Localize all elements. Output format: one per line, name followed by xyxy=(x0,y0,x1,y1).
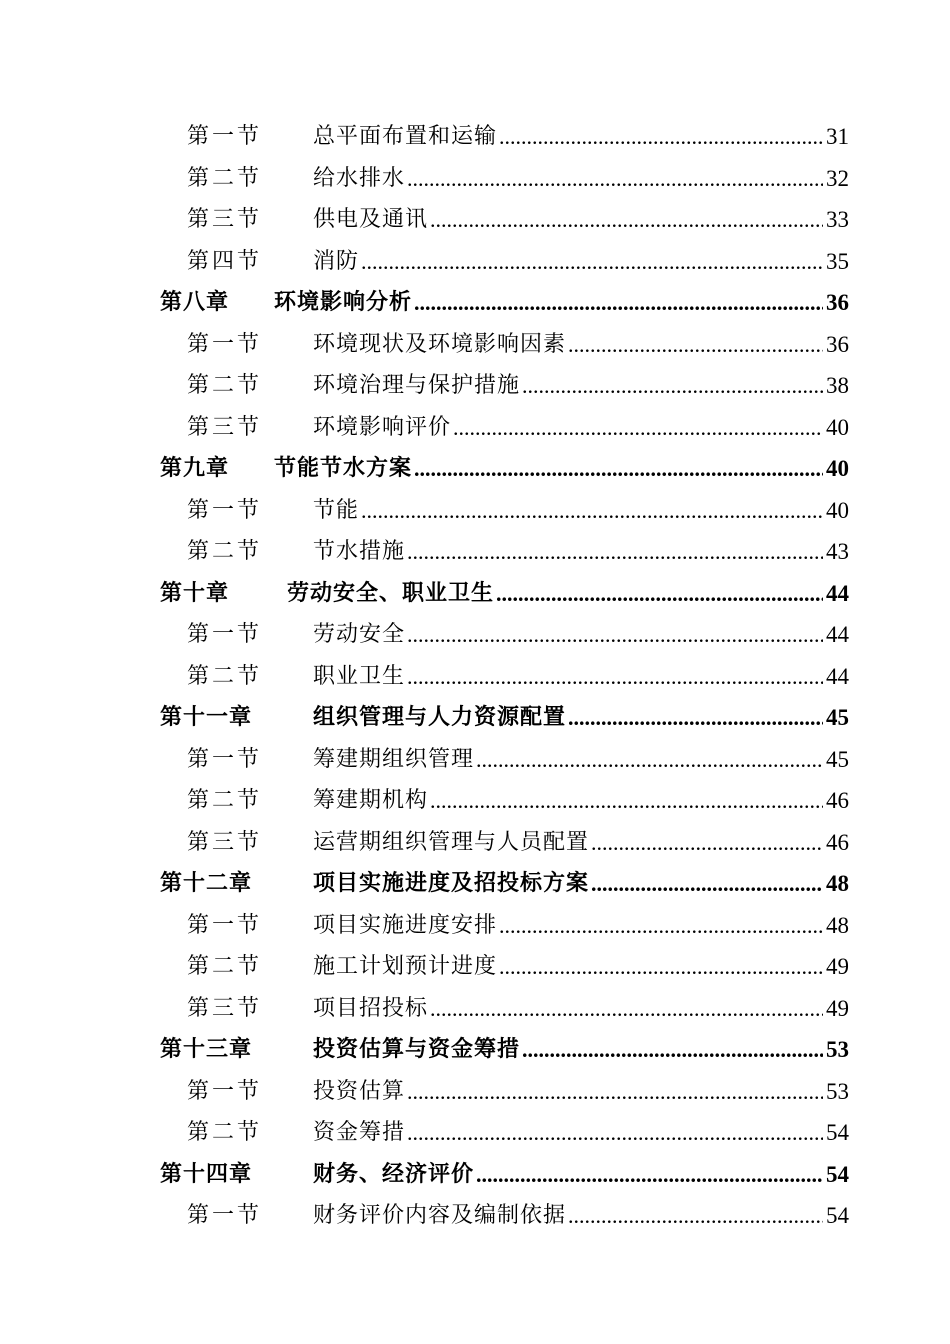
toc-section-entry[interactable] xyxy=(0,988,950,1030)
toc-entry-number: 第十一章 xyxy=(160,704,253,730)
dot-leader xyxy=(568,697,823,739)
toc-section-entry[interactable] xyxy=(0,656,950,698)
toc-entry-number: 第二节 xyxy=(187,539,263,564)
toc-entry-title: 消防 xyxy=(313,241,361,283)
toc-page-number: 32 xyxy=(826,158,849,200)
toc-page-number: 49 xyxy=(826,946,849,988)
toc-entry-title: 财务、经济评价 xyxy=(313,1154,476,1196)
toc-entry-title: 总平面布置和运输 xyxy=(313,116,499,158)
dot-leader xyxy=(591,822,823,864)
toc-entry-number: 第一节 xyxy=(187,1078,263,1104)
dot-leader xyxy=(499,116,823,158)
toc-page-number: 44 xyxy=(826,614,849,656)
toc-entry-title: 施工计划预计进度 xyxy=(313,946,499,988)
dot-leader xyxy=(499,905,823,947)
toc-entry-title: 组织管理与人力资源配置 xyxy=(313,697,568,739)
toc-entry-number: 第九章 xyxy=(160,455,230,481)
toc-entry-title: 项目招投标 xyxy=(313,988,430,1030)
toc-page-number: 48 xyxy=(826,905,849,947)
toc-entry-title: 投资估算 xyxy=(313,1071,407,1113)
toc-section-entry[interactable] xyxy=(0,241,950,283)
toc-section-entry[interactable] xyxy=(0,158,950,200)
toc-entry-title: 项目实施进度及招投标方案 xyxy=(313,863,591,905)
toc-section-entry[interactable] xyxy=(0,365,950,407)
toc-page-number: 49 xyxy=(826,988,849,1030)
toc-chapter-entry[interactable] xyxy=(0,573,950,615)
toc-page-number: 53 xyxy=(826,1029,849,1071)
toc-entry-title: 运营期组织管理与人员配置 xyxy=(313,822,591,864)
toc-page-number: 36 xyxy=(826,324,849,366)
toc-entry-title: 筹建期机构 xyxy=(313,780,430,822)
toc-chapter-entry[interactable] xyxy=(0,697,950,739)
dot-leader xyxy=(496,573,823,615)
toc-entry-number: 第三节 xyxy=(187,995,263,1021)
toc-entry-title: 劳动安全、职业卫生 xyxy=(287,573,496,615)
toc-entry-number: 第二节 xyxy=(187,373,263,398)
dot-leader xyxy=(476,1154,823,1196)
toc-entry-number: 第一节 xyxy=(187,1203,263,1228)
dot-leader xyxy=(407,1071,823,1113)
toc-section-entry[interactable] xyxy=(0,531,950,573)
toc-section-entry[interactable] xyxy=(0,116,950,158)
dot-leader xyxy=(568,324,823,366)
toc-entry-number: 第二节 xyxy=(187,165,263,191)
toc-page-number: 48 xyxy=(826,863,849,905)
dot-leader xyxy=(499,946,823,988)
toc-entry-title: 环境现状及环境影响因素 xyxy=(313,324,568,366)
dot-leader xyxy=(407,614,823,656)
dot-leader xyxy=(414,448,823,490)
toc-entry-title: 投资估算与资金筹措 xyxy=(313,1029,522,1071)
toc-page-number: 44 xyxy=(826,573,849,615)
dot-leader xyxy=(361,490,823,532)
toc-entry-number: 第二节 xyxy=(187,954,263,979)
toc-section-entry[interactable] xyxy=(0,407,950,449)
dot-leader xyxy=(476,739,823,781)
toc-page-number: 38 xyxy=(826,365,849,407)
dot-leader xyxy=(522,365,823,407)
toc-entry-title: 财务评价内容及编制依据 xyxy=(313,1195,568,1237)
toc-entry-number: 第三节 xyxy=(187,829,263,855)
toc-page-number: 40 xyxy=(826,448,849,490)
toc-page-number: 43 xyxy=(826,531,849,573)
toc-chapter-entry[interactable] xyxy=(0,448,950,490)
toc-page-number: 31 xyxy=(826,116,849,158)
toc-page-number: 45 xyxy=(826,697,849,739)
dot-leader xyxy=(430,780,823,822)
dot-leader xyxy=(407,656,823,698)
toc-entry-number: 第八章 xyxy=(160,289,230,315)
dot-leader xyxy=(568,1195,823,1237)
toc-page-number: 44 xyxy=(826,656,849,698)
toc-entry-number: 第一节 xyxy=(187,622,263,647)
toc-section-entry[interactable] xyxy=(0,822,950,864)
toc-entry-number: 第十章 xyxy=(160,579,230,606)
toc-entry-number: 第十四章 xyxy=(160,1160,253,1187)
toc-page-number: 33 xyxy=(826,199,849,241)
dot-leader xyxy=(430,988,823,1030)
toc-entry-number: 第二节 xyxy=(187,1120,263,1145)
toc-entry-number: 第二节 xyxy=(187,788,263,813)
dot-leader xyxy=(407,1112,823,1154)
toc-page-number: 46 xyxy=(826,780,849,822)
toc-entry-title: 节水措施 xyxy=(313,531,407,573)
dot-leader xyxy=(407,158,823,200)
toc-entry-number: 第二节 xyxy=(187,663,263,689)
toc-entry-number: 第四节 xyxy=(187,248,263,274)
toc-section-entry[interactable] xyxy=(0,614,950,656)
toc-section-entry[interactable] xyxy=(0,324,950,366)
table-of-contents xyxy=(0,116,950,1237)
toc-page-number: 46 xyxy=(826,822,849,864)
toc-entry-number: 第一节 xyxy=(187,331,263,357)
toc-chapter-entry[interactable] xyxy=(0,863,950,905)
toc-section-entry[interactable] xyxy=(0,1071,950,1113)
toc-entry-number: 第一节 xyxy=(187,124,263,149)
toc-section-entry[interactable] xyxy=(0,199,950,241)
toc-page-number: 53 xyxy=(826,1071,849,1113)
toc-entry-title: 职业卫生 xyxy=(313,656,407,698)
toc-section-entry[interactable] xyxy=(0,1195,950,1237)
toc-page-number: 45 xyxy=(826,739,849,781)
toc-entry-title: 筹建期组织管理 xyxy=(313,739,476,781)
toc-page-number: 40 xyxy=(826,407,849,449)
toc-section-entry[interactable] xyxy=(0,780,950,822)
dot-leader xyxy=(407,531,823,573)
toc-entry-number: 第一节 xyxy=(187,497,263,523)
dot-leader xyxy=(414,282,823,324)
toc-section-entry[interactable] xyxy=(0,946,950,988)
toc-entry-title: 供电及通讯 xyxy=(313,199,430,241)
toc-chapter-entry[interactable] xyxy=(0,282,950,324)
dot-leader xyxy=(361,241,823,283)
toc-entry-number: 第十三章 xyxy=(160,1036,253,1062)
dot-leader xyxy=(453,407,823,449)
toc-section-entry[interactable] xyxy=(0,905,950,947)
toc-entry-title: 环境治理与保护措施 xyxy=(313,365,522,407)
dot-leader xyxy=(591,863,823,905)
toc-chapter-entry[interactable] xyxy=(0,1029,950,1071)
toc-page-number: 40 xyxy=(826,490,849,532)
toc-entry-title: 给水排水 xyxy=(313,158,407,200)
toc-entry-number: 第一节 xyxy=(187,746,263,772)
toc-section-entry[interactable] xyxy=(0,490,950,532)
toc-section-entry[interactable] xyxy=(0,1112,950,1154)
toc-page-number: 54 xyxy=(826,1112,849,1154)
toc-entry-title: 项目实施进度安排 xyxy=(313,905,499,947)
toc-page-number: 36 xyxy=(826,282,849,324)
toc-page-number: 35 xyxy=(826,241,849,283)
toc-entry-title: 环境影响评价 xyxy=(313,407,453,449)
toc-entry-title: 节能节水方案 xyxy=(274,448,414,490)
toc-entry-number: 第十二章 xyxy=(160,870,253,896)
toc-page-number: 54 xyxy=(826,1154,849,1196)
dot-leader xyxy=(522,1029,823,1071)
toc-entry-title: 资金筹措 xyxy=(313,1112,407,1154)
toc-entry-number: 第三节 xyxy=(187,414,263,440)
toc-page-number: 54 xyxy=(826,1195,849,1237)
dot-leader xyxy=(430,199,823,241)
toc-entry-title: 劳动安全 xyxy=(313,614,407,656)
toc-entry-title: 环境影响分析 xyxy=(274,282,414,324)
toc-entry-number: 第三节 xyxy=(187,207,263,232)
toc-entry-number: 第一节 xyxy=(187,912,263,938)
toc-chapter-entry[interactable] xyxy=(0,1154,950,1196)
toc-entry-title: 节能 xyxy=(313,490,361,532)
toc-section-entry[interactable] xyxy=(0,739,950,781)
